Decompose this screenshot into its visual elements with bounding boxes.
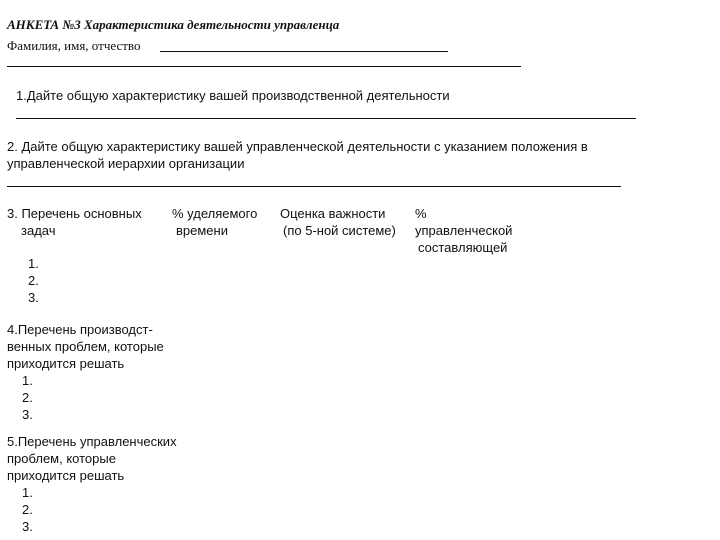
list-item: 3.: [22, 519, 33, 534]
list-item: 2.: [22, 502, 33, 517]
list-item: 1.: [22, 373, 33, 388]
question-2-answer-line[interactable]: [7, 186, 621, 187]
question-5: [7, 433, 177, 535]
question-4-line-3: приходится решать: [7, 356, 125, 371]
full-name-input-line[interactable]: [160, 51, 448, 52]
question-3-tasks-header: [7, 205, 142, 239]
managerial-percent-header: [403, 205, 512, 256]
question-4: [7, 321, 164, 423]
time-percent-header-line-1: % уделяемого: [172, 206, 258, 221]
importance-header: [280, 205, 396, 239]
question-3-header-line-2: задач: [21, 223, 56, 238]
list-item: 2.: [28, 273, 39, 288]
question-4-line-1: 4.Перечень производст-: [7, 322, 153, 337]
question-1: 1.Дайте общую характеристику вашей производственной деятельности: [16, 88, 450, 103]
question-3-header-line-1: 3. Перечень основных: [7, 206, 142, 221]
list-item: 1.: [22, 485, 33, 500]
time-percent-header: [172, 205, 257, 239]
importance-header-line-2: (по 5-ной системе): [283, 223, 396, 238]
question-5-line-1: 5.Перечень управленческих: [7, 434, 177, 449]
list-item: 2.: [22, 390, 33, 405]
managerial-percent-header-line-1: %: [415, 206, 427, 221]
list-item: 1.: [28, 256, 39, 271]
managerial-percent-header-line-2: управленческой: [415, 223, 513, 238]
question-3-items: [28, 255, 39, 306]
question-4-line-2: венных проблем, которые: [7, 339, 164, 354]
question-5-line-3: приходится решать: [7, 468, 125, 483]
list-item: 3.: [28, 290, 39, 305]
managerial-percent-header-line-3: составляющей: [418, 240, 508, 255]
form-title: АНКЕТА №3 Характеристика деятельности управленца: [7, 17, 340, 32]
time-percent-header-line-2: времени: [176, 223, 228, 238]
full-name-continuation-line[interactable]: [7, 66, 521, 67]
full-name-label: Фамилия, имя, отчество: [7, 38, 141, 53]
list-item: 3.: [22, 407, 33, 422]
question-2-line-2: управленческой иерархии организации: [7, 156, 245, 171]
question-5-line-2: проблем, которые: [7, 451, 116, 466]
importance-header-line-1: Оценка важности: [280, 206, 386, 221]
question-2-line-1: 2. Дайте общую характеристику вашей управленческой деятельности с указанием положения в: [7, 139, 588, 154]
question-1-answer-line[interactable]: [16, 118, 636, 119]
